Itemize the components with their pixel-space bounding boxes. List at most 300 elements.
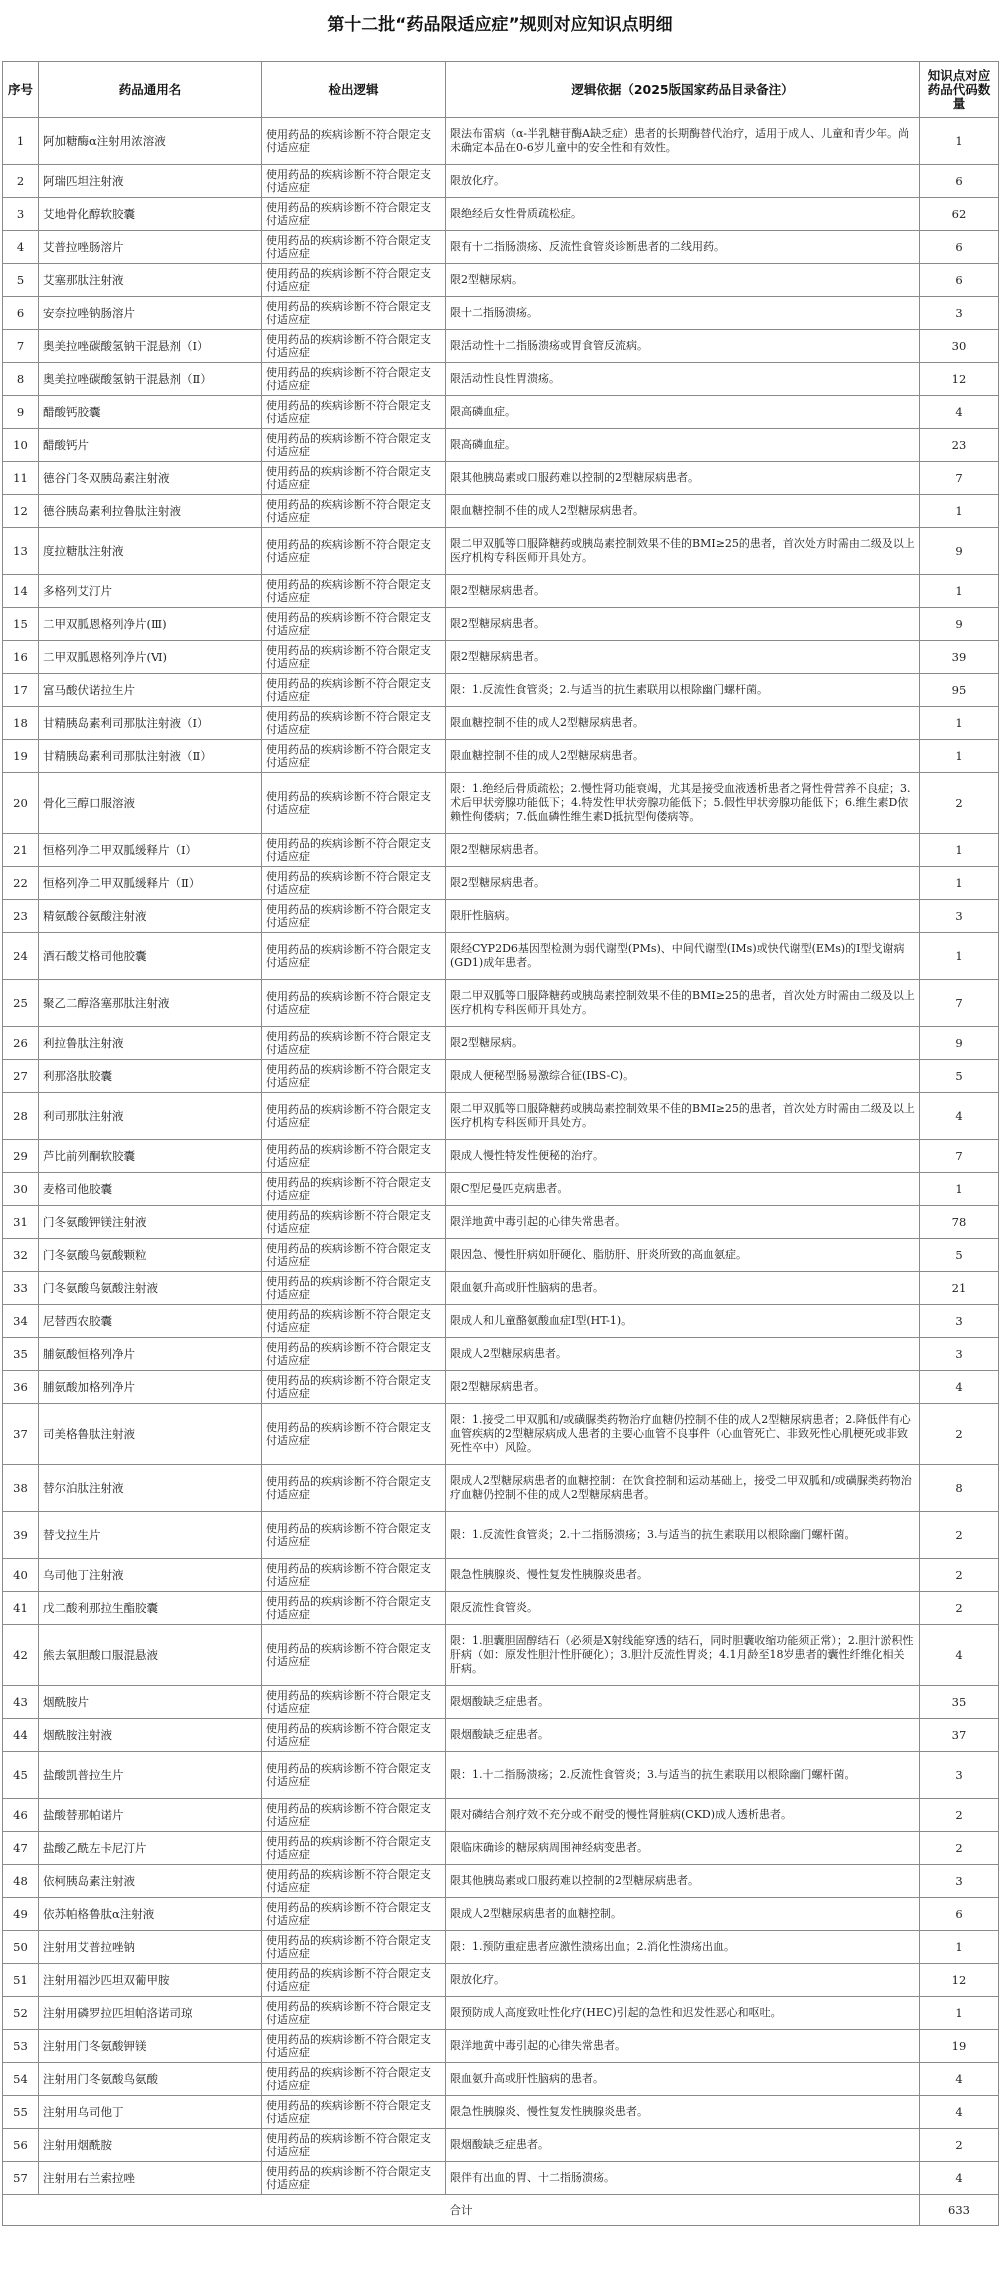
row-code-count: 2: [920, 1512, 999, 1559]
row-code-count: 78: [920, 1206, 999, 1239]
row-drug-name: 富马酸伏诺拉生片: [39, 674, 262, 707]
row-logic-basis: 限对磷结合剂疗效不充分或不耐受的慢性肾脏病(CKD)成人透析患者。: [446, 1799, 920, 1832]
row-detection-logic: 使用药品的疾病诊断不符合限定支付适应症: [262, 1625, 446, 1686]
row-index: 18: [3, 707, 39, 740]
row-index: 7: [3, 330, 39, 363]
row-logic-basis: 限经CYP2D6基因型检测为弱代谢型(PMs)、中间代谢型(IMs)或快代谢型(EMs)的Ⅰ型戈谢病(GD1)成年患者。: [446, 933, 920, 980]
table-row: [3, 933, 999, 980]
row-logic-basis: 限成人和儿童酪氨酸血症Ⅰ型(HT-1)。: [446, 1305, 920, 1338]
row-drug-name: 替戈拉生片: [39, 1512, 262, 1559]
row-logic-basis: 限2型糖尿病。: [446, 264, 920, 297]
row-logic-basis: 限有十二指肠溃疡、反流性食管炎诊断患者的二线用药。: [446, 231, 920, 264]
table-row: [3, 707, 999, 740]
row-detection-logic: 使用药品的疾病诊断不符合限定支付适应症: [262, 198, 446, 231]
row-drug-name: 恒格列净二甲双胍缓释片（Ⅰ）: [39, 834, 262, 867]
table-row: [3, 165, 999, 198]
row-index: 27: [3, 1060, 39, 1093]
row-code-count: 4: [920, 1371, 999, 1404]
row-drug-name: 酒石酸艾格司他胶囊: [39, 933, 262, 980]
table-body: [3, 118, 999, 2195]
table-row: [3, 740, 999, 773]
row-drug-name: 注射用福沙匹坦双葡甲胺: [39, 1964, 262, 1997]
row-drug-name: 注射用艾普拉唑钠: [39, 1931, 262, 1964]
row-code-count: 5: [920, 1060, 999, 1093]
row-logic-basis: 限烟酸缺乏症患者。: [446, 1719, 920, 1752]
row-code-count: 6: [920, 1898, 999, 1931]
row-logic-basis: 限急性胰腺炎、慢性复发性胰腺炎患者。: [446, 2096, 920, 2129]
row-logic-basis: 限2型糖尿病患者。: [446, 608, 920, 641]
row-detection-logic: 使用药品的疾病诊断不符合限定支付适应症: [262, 674, 446, 707]
row-detection-logic: 使用药品的疾病诊断不符合限定支付适应症: [262, 1799, 446, 1832]
row-logic-basis: 限2型糖尿病。: [446, 1027, 920, 1060]
row-drug-name: 门冬氨酸鸟氨酸注射液: [39, 1272, 262, 1305]
row-drug-name: 恒格列净二甲双胍缓释片（Ⅱ）: [39, 867, 262, 900]
row-index: 5: [3, 264, 39, 297]
row-index: 6: [3, 297, 39, 330]
row-code-count: 7: [920, 980, 999, 1027]
row-code-count: 2: [920, 1404, 999, 1465]
row-code-count: 21: [920, 1272, 999, 1305]
row-detection-logic: 使用药品的疾病诊断不符合限定支付适应症: [262, 1865, 446, 1898]
row-logic-basis: 限2型糖尿病患者。: [446, 834, 920, 867]
row-code-count: 7: [920, 1140, 999, 1173]
row-code-count: 1: [920, 707, 999, 740]
row-logic-basis: 限洋地黄中毒引起的心律失常患者。: [446, 2030, 920, 2063]
row-detection-logic: 使用药品的疾病诊断不符合限定支付适应症: [262, 1305, 446, 1338]
row-logic-basis: 限：1.十二指肠溃疡；2.反流性食管炎；3.与适当的抗生素联用以根除幽门螺杆菌。: [446, 1752, 920, 1799]
row-index: 28: [3, 1093, 39, 1140]
table-row: [3, 2129, 999, 2162]
row-drug-name: 门冬氨酸钾镁注射液: [39, 1206, 262, 1239]
row-code-count: 1: [920, 1173, 999, 1206]
row-detection-logic: 使用药品的疾病诊断不符合限定支付适应症: [262, 1027, 446, 1060]
row-index: 9: [3, 396, 39, 429]
row-drug-name: 安奈拉唑钠肠溶片: [39, 297, 262, 330]
row-logic-basis: 限因急、慢性肝病如肝硬化、脂肪肝、肝炎所致的高血氨症。: [446, 1239, 920, 1272]
table-row: [3, 363, 999, 396]
row-index: 33: [3, 1272, 39, 1305]
row-logic-basis: 限血氨升高或肝性脑病的患者。: [446, 2063, 920, 2096]
table-row: [3, 674, 999, 707]
row-detection-logic: 使用药品的疾病诊断不符合限定支付适应症: [262, 1686, 446, 1719]
row-code-count: 6: [920, 165, 999, 198]
row-index: 51: [3, 1964, 39, 1997]
row-code-count: 3: [920, 1338, 999, 1371]
row-code-count: 9: [920, 1027, 999, 1060]
header-logic-basis: 逻辑依据（2025版国家药品目录备注）: [446, 62, 920, 118]
row-index: 14: [3, 575, 39, 608]
row-drug-name: 麦格司他胶囊: [39, 1173, 262, 1206]
row-code-count: 4: [920, 2096, 999, 2129]
row-index: 55: [3, 2096, 39, 2129]
table-row: [3, 1719, 999, 1752]
table-row: [3, 773, 999, 834]
row-code-count: 4: [920, 1625, 999, 1686]
table-row: [3, 1239, 999, 1272]
row-code-count: 9: [920, 608, 999, 641]
header-drug-name: 药品通用名: [39, 62, 262, 118]
row-detection-logic: 使用药品的疾病诊断不符合限定支付适应症: [262, 429, 446, 462]
row-drug-name: 注射用右兰索拉唑: [39, 2162, 262, 2195]
row-drug-name: 司美格鲁肽注射液: [39, 1404, 262, 1465]
row-detection-logic: 使用药品的疾病诊断不符合限定支付适应症: [262, 2162, 446, 2195]
row-detection-logic: 使用药品的疾病诊断不符合限定支付适应症: [262, 834, 446, 867]
row-drug-name: 尼替西农胶囊: [39, 1305, 262, 1338]
row-drug-name: 艾地骨化醇软胶囊: [39, 198, 262, 231]
row-code-count: 1: [920, 495, 999, 528]
drug-rules-table: [2, 61, 999, 2226]
row-drug-name: 德谷胰岛素利拉鲁肽注射液: [39, 495, 262, 528]
row-detection-logic: 使用药品的疾病诊断不符合限定支付适应症: [262, 118, 446, 165]
row-drug-name: 精氨酸谷氨酸注射液: [39, 900, 262, 933]
row-index: 40: [3, 1559, 39, 1592]
row-index: 56: [3, 2129, 39, 2162]
row-drug-name: 二甲双胍恩格列净片(Ⅵ): [39, 641, 262, 674]
row-logic-basis: 限2型糖尿病患者。: [446, 575, 920, 608]
row-detection-logic: 使用药品的疾病诊断不符合限定支付适应症: [262, 641, 446, 674]
row-drug-name: 奥美拉唑碳酸氢钠干混悬剂（Ⅰ）: [39, 330, 262, 363]
table-row: [3, 608, 999, 641]
row-drug-name: 聚乙二醇洛塞那肽注射液: [39, 980, 262, 1027]
row-index: 44: [3, 1719, 39, 1752]
header-code-count: 知识点对应药品代码数量: [920, 62, 999, 118]
row-drug-name: 利拉鲁肽注射液: [39, 1027, 262, 1060]
row-index: 46: [3, 1799, 39, 1832]
row-drug-name: 替尔泊肽注射液: [39, 1465, 262, 1512]
table-row: [3, 1338, 999, 1371]
row-drug-name: 芦比前列酮软胶囊: [39, 1140, 262, 1173]
row-index: 52: [3, 1997, 39, 2030]
row-detection-logic: 使用药品的疾病诊断不符合限定支付适应症: [262, 396, 446, 429]
row-detection-logic: 使用药品的疾病诊断不符合限定支付适应症: [262, 980, 446, 1027]
row-drug-name: 依苏帕格鲁肽α注射液: [39, 1898, 262, 1931]
table-row: [3, 1931, 999, 1964]
row-code-count: 35: [920, 1686, 999, 1719]
row-detection-logic: 使用药品的疾病诊断不符合限定支付适应症: [262, 495, 446, 528]
table-row: [3, 1371, 999, 1404]
row-logic-basis: 限血糖控制不佳的成人2型糖尿病患者。: [446, 495, 920, 528]
row-logic-basis: 限急性胰腺炎、慢性复发性胰腺炎患者。: [446, 1559, 920, 1592]
row-drug-name: 度拉糖肽注射液: [39, 528, 262, 575]
row-detection-logic: 使用药品的疾病诊断不符合限定支付适应症: [262, 1206, 446, 1239]
row-index: 3: [3, 198, 39, 231]
row-detection-logic: 使用药品的疾病诊断不符合限定支付适应症: [262, 1465, 446, 1512]
row-index: 45: [3, 1752, 39, 1799]
row-code-count: 3: [920, 297, 999, 330]
table-row: [3, 528, 999, 575]
row-index: 16: [3, 641, 39, 674]
row-code-count: 95: [920, 674, 999, 707]
row-index: 21: [3, 834, 39, 867]
row-logic-basis: 限C型尼曼匹克病患者。: [446, 1173, 920, 1206]
row-logic-basis: 限伴有出血的胃、十二指肠溃疡。: [446, 2162, 920, 2195]
row-drug-name: 奥美拉唑碳酸氢钠干混悬剂（Ⅱ）: [39, 363, 262, 396]
row-logic-basis: 限放化疗。: [446, 1964, 920, 1997]
table-row: [3, 1832, 999, 1865]
row-detection-logic: 使用药品的疾病诊断不符合限定支付适应症: [262, 707, 446, 740]
row-logic-basis: 限肝性脑病。: [446, 900, 920, 933]
row-index: 22: [3, 867, 39, 900]
row-code-count: 2: [920, 2129, 999, 2162]
row-index: 41: [3, 1592, 39, 1625]
row-detection-logic: 使用药品的疾病诊断不符合限定支付适应症: [262, 297, 446, 330]
table-row: [3, 2162, 999, 2195]
row-index: 42: [3, 1625, 39, 1686]
row-detection-logic: 使用药品的疾病诊断不符合限定支付适应症: [262, 1239, 446, 1272]
row-index: 15: [3, 608, 39, 641]
row-logic-basis: 限：1.胆囊胆固醇结石（必须是X射线能穿透的结石，同时胆囊收缩功能须正常）；2.胆汁淤积性肝病（如：原发性胆汁性肝硬化）；3.胆汁反流性胃炎；4.1月龄至18岁患者的囊性纤维化相关肝病。: [446, 1625, 920, 1686]
row-logic-basis: 限：1.反流性食管炎；2.十二指肠溃疡；3.与适当的抗生素联用以根除幽门螺杆菌。: [446, 1512, 920, 1559]
row-index: 4: [3, 231, 39, 264]
header-detection-logic: 检出逻辑: [262, 62, 446, 118]
row-detection-logic: 使用药品的疾病诊断不符合限定支付适应症: [262, 1093, 446, 1140]
table-row: [3, 1625, 999, 1686]
row-detection-logic: 使用药品的疾病诊断不符合限定支付适应症: [262, 363, 446, 396]
table-row: [3, 1272, 999, 1305]
row-index: 8: [3, 363, 39, 396]
row-drug-name: 熊去氧胆酸口服混悬液: [39, 1625, 262, 1686]
table-row: [3, 1799, 999, 1832]
row-code-count: 6: [920, 264, 999, 297]
row-logic-basis: 限2型糖尿病患者。: [446, 641, 920, 674]
table-row: [3, 297, 999, 330]
table-row: [3, 495, 999, 528]
total-row: [3, 2195, 999, 2226]
row-logic-basis: 限血糖控制不佳的成人2型糖尿病患者。: [446, 740, 920, 773]
row-drug-name: 依柯胰岛素注射液: [39, 1865, 262, 1898]
table-row: [3, 1512, 999, 1559]
row-code-count: 1: [920, 933, 999, 980]
row-logic-basis: 限预防成人高度致吐性化疗(HEC)引起的急性和迟发性恶心和呕吐。: [446, 1997, 920, 2030]
row-detection-logic: 使用药品的疾病诊断不符合限定支付适应症: [262, 1404, 446, 1465]
row-logic-basis: 限活动性十二指肠溃疡或胃食管反流病。: [446, 330, 920, 363]
row-index: 39: [3, 1512, 39, 1559]
row-detection-logic: 使用药品的疾病诊断不符合限定支付适应症: [262, 900, 446, 933]
row-logic-basis: 限：1.反流性食管炎；2.与适当的抗生素联用以根除幽门螺杆菌。: [446, 674, 920, 707]
row-detection-logic: 使用药品的疾病诊断不符合限定支付适应症: [262, 867, 446, 900]
row-drug-name: 烟酰胺注射液: [39, 1719, 262, 1752]
row-index: 48: [3, 1865, 39, 1898]
row-detection-logic: 使用药品的疾病诊断不符合限定支付适应症: [262, 1512, 446, 1559]
row-index: 26: [3, 1027, 39, 1060]
table-row: [3, 1173, 999, 1206]
row-detection-logic: 使用药品的疾病诊断不符合限定支付适应症: [262, 1173, 446, 1206]
row-drug-name: 烟酰胺片: [39, 1686, 262, 1719]
row-drug-name: 利司那肽注射液: [39, 1093, 262, 1140]
row-drug-name: 脯氨酸恒格列净片: [39, 1338, 262, 1371]
row-detection-logic: 使用药品的疾病诊断不符合限定支付适应症: [262, 1272, 446, 1305]
row-logic-basis: 限法布雷病（α-半乳糖苷酶A缺乏症）患者的长期酶替代治疗，适用于成人、儿童和青少年。尚未确定本品在0-6岁儿童中的安全性和有效性。: [446, 118, 920, 165]
table-row: [3, 1997, 999, 2030]
row-drug-name: 利那洛肽胶囊: [39, 1060, 262, 1093]
row-detection-logic: 使用药品的疾病诊断不符合限定支付适应症: [262, 740, 446, 773]
row-index: 31: [3, 1206, 39, 1239]
row-logic-basis: 限洋地黄中毒引起的心律失常患者。: [446, 1206, 920, 1239]
row-detection-logic: 使用药品的疾病诊断不符合限定支付适应症: [262, 330, 446, 363]
row-logic-basis: 限成人便秘型肠易激综合征(IBS-C)。: [446, 1060, 920, 1093]
row-code-count: 1: [920, 834, 999, 867]
row-drug-name: 多格列艾汀片: [39, 575, 262, 608]
table-row: [3, 867, 999, 900]
row-logic-basis: 限血糖控制不佳的成人2型糖尿病患者。: [446, 707, 920, 740]
row-index: 53: [3, 2030, 39, 2063]
row-logic-basis: 限成人2型糖尿病患者的血糖控制。: [446, 1898, 920, 1931]
row-detection-logic: 使用药品的疾病诊断不符合限定支付适应症: [262, 1719, 446, 1752]
row-code-count: 1: [920, 1931, 999, 1964]
row-detection-logic: 使用药品的疾病诊断不符合限定支付适应症: [262, 2096, 446, 2129]
row-index: 49: [3, 1898, 39, 1931]
row-drug-name: 注射用门冬氨酸鸟氨酸: [39, 2063, 262, 2096]
table-row: [3, 1465, 999, 1512]
row-detection-logic: 使用药品的疾病诊断不符合限定支付适应症: [262, 1592, 446, 1625]
table-row: [3, 1964, 999, 1997]
row-index: 35: [3, 1338, 39, 1371]
table-row: [3, 1140, 999, 1173]
table-row: [3, 1686, 999, 1719]
row-code-count: 5: [920, 1239, 999, 1272]
row-code-count: 4: [920, 2063, 999, 2096]
row-code-count: 2: [920, 1559, 999, 1592]
row-logic-basis: 限高磷血症。: [446, 396, 920, 429]
table-row: [3, 2030, 999, 2063]
row-index: 10: [3, 429, 39, 462]
row-logic-basis: 限放化疗。: [446, 165, 920, 198]
row-logic-basis: 限其他胰岛素或口服药难以控制的2型糖尿病患者。: [446, 462, 920, 495]
row-code-count: 4: [920, 1093, 999, 1140]
row-detection-logic: 使用药品的疾病诊断不符合限定支付适应症: [262, 1997, 446, 2030]
table-row: [3, 198, 999, 231]
table-row: [3, 1559, 999, 1592]
table-row: [3, 834, 999, 867]
row-code-count: 2: [920, 1832, 999, 1865]
row-index: 43: [3, 1686, 39, 1719]
row-index: 25: [3, 980, 39, 1027]
row-index: 13: [3, 528, 39, 575]
row-logic-basis: 限2型糖尿病患者。: [446, 867, 920, 900]
row-logic-basis: 限反流性食管炎。: [446, 1592, 920, 1625]
table-row: [3, 462, 999, 495]
row-detection-logic: 使用药品的疾病诊断不符合限定支付适应症: [262, 608, 446, 641]
row-code-count: 1: [920, 740, 999, 773]
row-index: 23: [3, 900, 39, 933]
table-row: [3, 1093, 999, 1140]
row-logic-basis: 限二甲双胍等口服降糖药或胰岛素控制效果不佳的BMI≥25的患者，首次处方时需由二级及以上医疗机构专科医师开具处方。: [446, 528, 920, 575]
row-detection-logic: 使用药品的疾病诊断不符合限定支付适应症: [262, 933, 446, 980]
row-code-count: 1: [920, 1997, 999, 2030]
row-index: 20: [3, 773, 39, 834]
row-code-count: 62: [920, 198, 999, 231]
row-index: 37: [3, 1404, 39, 1465]
row-detection-logic: 使用药品的疾病诊断不符合限定支付适应症: [262, 1898, 446, 1931]
row-code-count: 23: [920, 429, 999, 462]
table-row: [3, 264, 999, 297]
row-logic-basis: 限活动性良性胃溃疡。: [446, 363, 920, 396]
row-code-count: 37: [920, 1719, 999, 1752]
row-code-count: 4: [920, 396, 999, 429]
row-logic-basis: 限：1.绝经后骨质疏松；2.慢性肾功能衰竭，尤其是接受血液透析患者之肾性骨营养不良症；3.术后甲状旁腺功能低下；4.特发性甲状旁腺功能低下；5.假性甲状旁腺功能低下；6.维生素D依赖性佝偻病；7.低血磷性维生素D抵抗型佝偻病等。: [446, 773, 920, 834]
row-index: 2: [3, 165, 39, 198]
row-index: 57: [3, 2162, 39, 2195]
row-code-count: 3: [920, 900, 999, 933]
row-logic-basis: 限：1.接受二甲双胍和/或磺脲类药物治疗血糖仍控制不佳的成人2型糖尿病患者；2.降低伴有心血管疾病的2型糖尿病成人患者的主要心血管不良事件（心血管死亡、非致死性心肌梗死或非致死性卒中）风险。: [446, 1404, 920, 1465]
row-logic-basis: 限烟酸缺乏症患者。: [446, 1686, 920, 1719]
row-detection-logic: 使用药品的疾病诊断不符合限定支付适应症: [262, 1060, 446, 1093]
table-row: [3, 330, 999, 363]
row-code-count: 8: [920, 1465, 999, 1512]
row-detection-logic: 使用药品的疾病诊断不符合限定支付适应症: [262, 1559, 446, 1592]
row-drug-name: 骨化三醇口服溶液: [39, 773, 262, 834]
row-detection-logic: 使用药品的疾病诊断不符合限定支付适应症: [262, 773, 446, 834]
row-drug-name: 门冬氨酸鸟氨酸颗粒: [39, 1239, 262, 1272]
row-detection-logic: 使用药品的疾病诊断不符合限定支付适应症: [262, 165, 446, 198]
table-row: [3, 1206, 999, 1239]
row-detection-logic: 使用药品的疾病诊断不符合限定支付适应症: [262, 1371, 446, 1404]
row-index: 11: [3, 462, 39, 495]
row-drug-name: 阿加糖酶α注射用浓溶液: [39, 118, 262, 165]
row-drug-name: 盐酸替那帕诺片: [39, 1799, 262, 1832]
table-header-row: [3, 62, 999, 118]
row-drug-name: 注射用磷罗拉匹坦帕洛诺司琼: [39, 1997, 262, 2030]
row-code-count: 3: [920, 1305, 999, 1338]
table-row: [3, 1060, 999, 1093]
row-index: 24: [3, 933, 39, 980]
table-row: [3, 396, 999, 429]
row-drug-name: 脯氨酸加格列净片: [39, 1371, 262, 1404]
row-detection-logic: 使用药品的疾病诊断不符合限定支付适应症: [262, 462, 446, 495]
row-code-count: 12: [920, 363, 999, 396]
row-drug-name: 乌司他丁注射液: [39, 1559, 262, 1592]
table-row: [3, 1898, 999, 1931]
row-drug-name: 注射用烟酰胺: [39, 2129, 262, 2162]
row-code-count: 2: [920, 773, 999, 834]
table-row: [3, 900, 999, 933]
table-row: [3, 2096, 999, 2129]
row-code-count: 6: [920, 231, 999, 264]
row-code-count: 39: [920, 641, 999, 674]
row-detection-logic: 使用药品的疾病诊断不符合限定支付适应症: [262, 2030, 446, 2063]
table-row: [3, 1404, 999, 1465]
row-logic-basis: 限绝经后女性骨质疏松症。: [446, 198, 920, 231]
row-index: 38: [3, 1465, 39, 1512]
row-drug-name: 德谷门冬双胰岛素注射液: [39, 462, 262, 495]
row-detection-logic: 使用药品的疾病诊断不符合限定支付适应症: [262, 2129, 446, 2162]
row-drug-name: 甘精胰岛素利司那肽注射液（Ⅱ）: [39, 740, 262, 773]
row-logic-basis: 限烟酸缺乏症患者。: [446, 2129, 920, 2162]
row-drug-name: 注射用门冬氨酸钾镁: [39, 2030, 262, 2063]
row-detection-logic: 使用药品的疾病诊断不符合限定支付适应症: [262, 1752, 446, 1799]
row-logic-basis: 限十二指肠溃疡。: [446, 297, 920, 330]
row-code-count: 12: [920, 1964, 999, 1997]
row-drug-name: 醋酸钙胶囊: [39, 396, 262, 429]
table-row: [3, 575, 999, 608]
row-detection-logic: 使用药品的疾病诊断不符合限定支付适应症: [262, 1931, 446, 1964]
row-index: 19: [3, 740, 39, 773]
row-index: 47: [3, 1832, 39, 1865]
row-index: 29: [3, 1140, 39, 1173]
row-logic-basis: 限临床确诊的糖尿病周围神经病变患者。: [446, 1832, 920, 1865]
row-code-count: 1: [920, 575, 999, 608]
row-drug-name: 盐酸凯普拉生片: [39, 1752, 262, 1799]
table-row: [3, 1752, 999, 1799]
row-detection-logic: 使用药品的疾病诊断不符合限定支付适应症: [262, 575, 446, 608]
row-code-count: 1: [920, 118, 999, 165]
row-index: 34: [3, 1305, 39, 1338]
row-logic-basis: 限二甲双胍等口服降糖药或胰岛素控制效果不佳的BMI≥25的患者，首次处方时需由二级及以上医疗机构专科医师开具处方。: [446, 1093, 920, 1140]
row-logic-basis: 限2型糖尿病患者。: [446, 1371, 920, 1404]
row-code-count: 7: [920, 462, 999, 495]
header-index: 序号: [3, 62, 39, 118]
row-detection-logic: 使用药品的疾病诊断不符合限定支付适应症: [262, 1832, 446, 1865]
